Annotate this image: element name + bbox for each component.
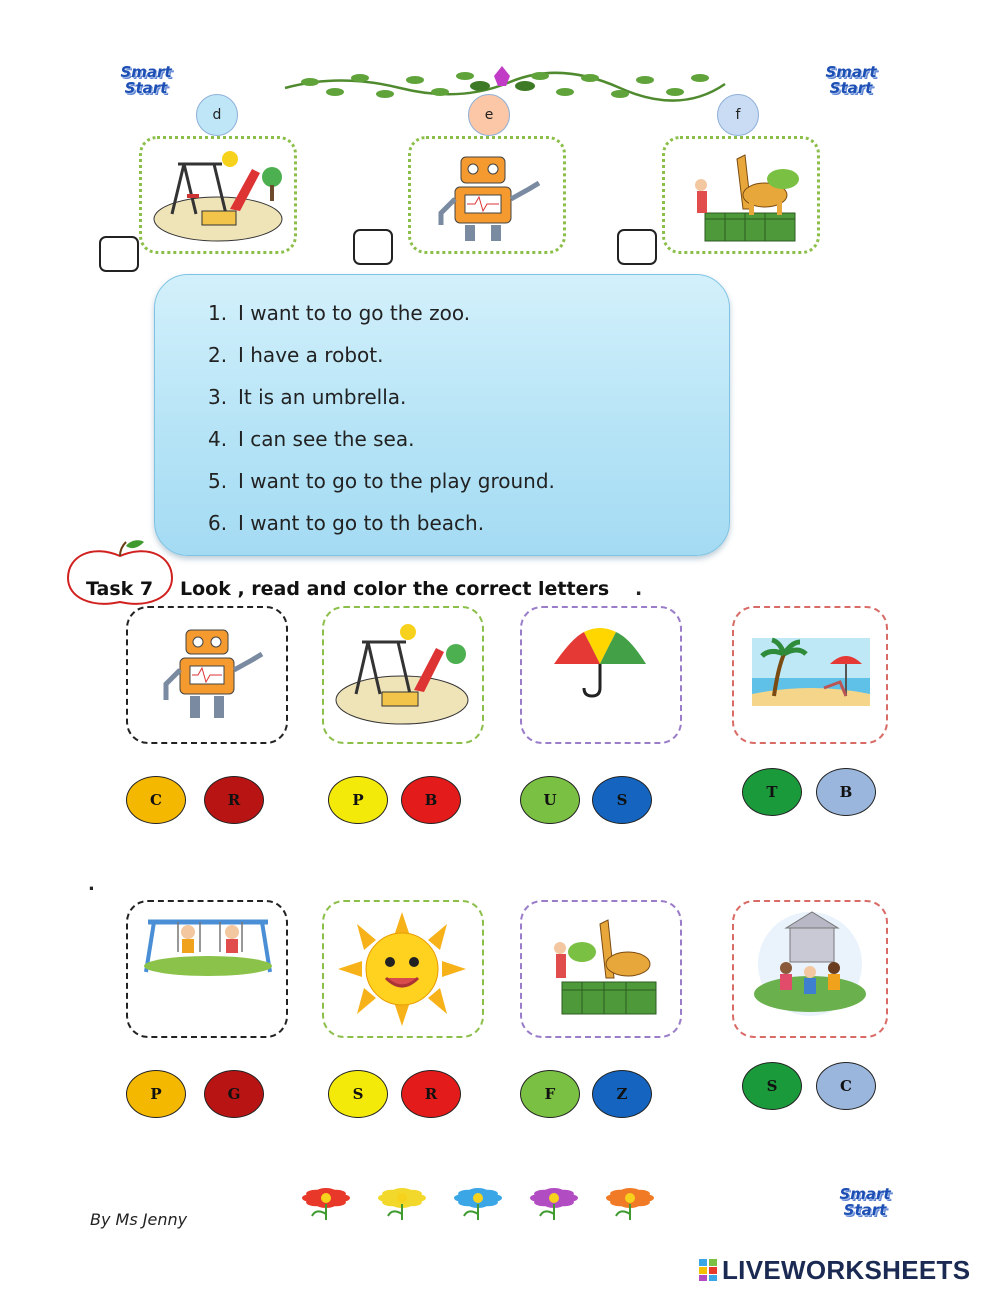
author-credit: By Ms Jenny (90, 1210, 188, 1229)
swing-frame (126, 900, 288, 1038)
playground-icon (142, 139, 294, 251)
zoo-frame (520, 900, 682, 1038)
robot-icon (128, 608, 286, 742)
school-icon (734, 902, 886, 1036)
sun-icon (324, 902, 482, 1036)
task-trailing-dot: . (635, 578, 643, 600)
letter-circle[interactable]: S (328, 1070, 388, 1118)
letter-circle[interactable]: F (520, 1070, 580, 1118)
letter-circle[interactable]: B (816, 768, 876, 816)
answer-box-d[interactable] (99, 236, 139, 272)
letter-circle[interactable]: R (204, 776, 264, 824)
umbrella-icon (522, 608, 680, 742)
bubble-e: e (468, 94, 510, 136)
sentence-3: 3. It is an umbrella. (208, 385, 407, 409)
letter-circle[interactable]: Z (592, 1070, 652, 1118)
letter-circle[interactable]: U (520, 776, 580, 824)
answer-box-e[interactable] (353, 229, 393, 265)
letter-circle[interactable]: C (126, 776, 186, 824)
school-frame (732, 900, 888, 1038)
smart-start-logo-left: Smart Start (120, 63, 172, 97)
sentence-5: 5. I want to go to the play ground. (208, 469, 555, 493)
robot-picture-frame (408, 136, 566, 254)
flower-icon (454, 1188, 502, 1220)
sentence-4: 4. I can see the sea. (208, 427, 415, 451)
letter-circle[interactable]: P (126, 1070, 186, 1118)
umbrella-frame (520, 606, 682, 744)
liveworksheets-mark-icon (698, 1258, 718, 1282)
flower-row-decoration (292, 1184, 672, 1224)
robot-frame (126, 606, 288, 744)
sentence-list (208, 292, 555, 544)
beach-icon (734, 608, 886, 742)
smart-start-logo-bottom: Smart Start (839, 1185, 891, 1219)
zoo-icon (665, 139, 817, 251)
letter-circle[interactable]: G (204, 1070, 264, 1118)
flower-icon (378, 1188, 426, 1220)
letter-circle[interactable]: C (816, 1062, 876, 1110)
flower-icon (606, 1188, 654, 1220)
sun-frame (322, 900, 484, 1038)
letter-circle[interactable]: S (742, 1062, 802, 1110)
bubble-f: f (717, 94, 759, 136)
smart-start-logo-right: Smart Start (825, 63, 877, 97)
letter-circle[interactable]: T (742, 768, 802, 816)
task-title: Look , read and color the correct letters (180, 578, 610, 600)
flower-icon (302, 1188, 350, 1220)
liveworksheets-brand: LIVEWORKSHEETS (722, 1255, 971, 1285)
sentence-2: 2. I have a robot. (208, 343, 384, 367)
beach-frame (732, 606, 888, 744)
swing-icon (128, 902, 286, 1036)
bubble-d: d (196, 94, 238, 136)
letter-circle[interactable]: S (592, 776, 652, 824)
sentence-6: 6. I want to go to th beach. (208, 511, 485, 535)
zoo-picture-frame (662, 136, 820, 254)
answer-box-f[interactable] (617, 229, 657, 265)
playground-frame (322, 606, 484, 744)
playground-picture-frame (139, 136, 297, 254)
flower-icon (530, 1188, 578, 1220)
playground-icon (324, 608, 482, 742)
stray-dot: . (88, 874, 95, 895)
letter-circle[interactable]: P (328, 776, 388, 824)
letter-circle[interactable]: B (401, 776, 461, 824)
task-label: Task 7 (86, 578, 154, 600)
sentence-1: 1. I want to to go the zoo. (208, 301, 471, 325)
zoo-icon (522, 902, 680, 1036)
letter-circle[interactable]: R (401, 1070, 461, 1118)
robot-icon (411, 139, 563, 251)
